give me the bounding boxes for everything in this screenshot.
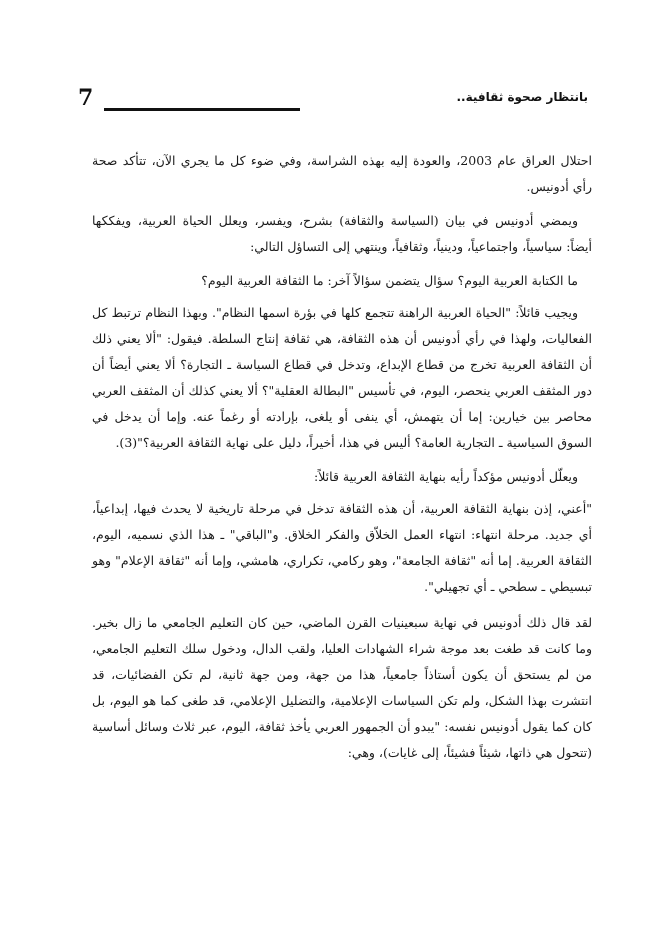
page-number: 7 [78, 85, 94, 111]
paragraph-quote: "أعني، إذن بنهاية الثقافة العربية، أن هذه الثقافة تدخل في مرحلة تاريخية لا يحدث فيها، إبداعياً، أي جديد. مرحلة انتهاء: انتهاء العمل الخلاّق والفكر الخلاق. و"الباقي" ـ هذا الذي نسميه، اليوم، الثقافة العربية. إما أنه "ثقافة الجامعة"، وهو ركامي، تكراري، هامشي، وإما أنه "ثقافة الإعلام" وهو تبسيطي ـ سطحي ـ أي تجهيلي". [92, 501, 592, 594]
paragraph-commentary: لقد قال ذلك أدونيس في نهاية سبعينيات القرن الماضي، حين كان التعليم الجامعي ما زال بخير. وما كانت قد طغت بعد موجة شراء الشهادات العليا، ولقب الدال، ودخول سلك التعليم الجامعي، من لم يستحق أن يكون أستاذاً جامعياً، هذا من جهة، ومن جهة ثانية، لم تكن الفضائيات، قد انتشرت بهذا الشكل، ولم تكن السياسات الإعلامية، والتضليل الإعلامي، قد طغى كما هو اليوم، بل كان كما يقول أدونيس نفسه: "يبدو أن الجمهور العربي يأخذ ثقافة، اليوم، عبر ثلاث وسائل أساسية (تتحول هي ذاتها، شيئاً فشيئاً، إلى غايات)، وهي: [92, 615, 592, 760]
paragraph-continuation: احتلال العراق عام 2003، والعودة إليه بهذه الشراسة، وفي ضوء كل ما يجري الآن، تتأكد صحة رأي أدونيس. [92, 153, 592, 194]
page-header [78, 86, 588, 114]
paragraph-justification: ويعلّل أدونيس مؤكداً رأيه بنهاية الثقافة العربية قائلاً: [313, 469, 578, 484]
running-title: بانتظار صحوة ثقافية.. [456, 90, 588, 104]
header-rule [104, 108, 300, 111]
paragraph-adonis-explains: ويمضي أدونيس في بيان (السياسة والثقافة) بشرح، ويفسر، ويعلل الحياة العربية، ويفككها أيضاً: سياسياً، واجتماعياً، ودينياً، وثقافياً، وينتهي إلى التساؤل التالي: [92, 213, 592, 254]
paragraph-answer: ويجيب قائلاً: "الحياة العربية الراهنة تتجمع كلها في بؤرة اسمها النظام". وبهذا النظام ترتبط كل الفعاليات، ولهذا في رأي أدونيس أن هذه الثقافة، هي ثقافة إنتاج السلطة. فيقول: "ألا يعني ذلك أن الثقافة العربية تخرج من قطاع الإبداع، وتدخل في قطاع السياسة ـ التجارة؟ ألا يعني أيضاً أن دور المثقف العربي ينحصر، اليوم، في تأسيس "البطالة العقلية"؟ ألا يعني كذلك أن المثقف العربي محاصر بين خيارين: إما أن يتهمش، أي ينفى أو يلغى، بإرادته أو رغماً عنه. وإما أن يدخل في السوق السياسية ـ التجارية العامة؟ أليس في هذا، أخيراً، دليل على نهاية الثقافة العربية؟"(3). [92, 305, 592, 450]
body-text [92, 148, 592, 774]
paragraph-question: ما الكتابة العربية اليوم؟ سؤال يتضمن سؤالاً آخر: ما الثقافة العربية اليوم؟ [201, 273, 578, 288]
